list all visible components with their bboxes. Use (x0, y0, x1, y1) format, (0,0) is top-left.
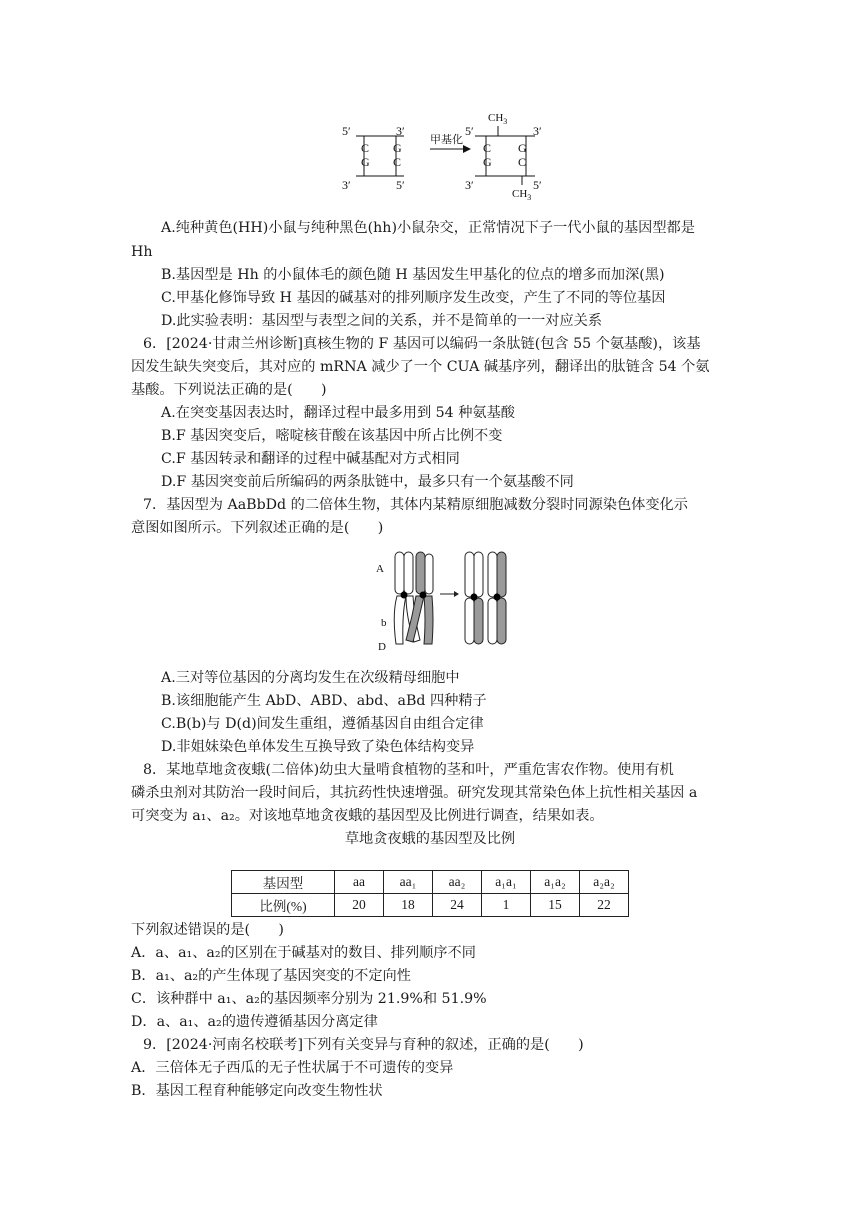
methyl-subscript: 3 (527, 193, 532, 201)
label-3prime: 3′ (396, 124, 405, 138)
arrow-label: 甲基化 (430, 134, 463, 146)
q8-ask: 下列叙述错误的是( ) (131, 922, 284, 938)
q8-option-c: C．该种群中 a₁、a₂的基因频率分别为 21.9%和 51.9% (131, 991, 487, 1007)
svg-text:CH3 (488, 112, 507, 126)
q8-option-b: B．a₁、a₂的产生体现了基因突变的不定向性 (131, 968, 411, 984)
q6-stem: 因发生缺失突变后，其对应的 mRNA 减少了一个 CUA 碱基序列，翻译出的肽链含 54 个氨 (131, 359, 710, 375)
base-g: G (483, 155, 492, 169)
gene-label-b: b (381, 617, 387, 629)
table-header-ratio: 比例(%) (232, 894, 335, 917)
q9-option-b: B．基因工程育种能够定向改变生物性状 (131, 1083, 383, 1099)
q6-option-c: C.F 基因转录和翻译的过程中碱基配对方式相同 (161, 451, 460, 467)
base-c: C (393, 155, 402, 169)
label-5prime: 5′ (396, 178, 405, 192)
q8-stem: 可突变为 a₁、a₂。对该地草地贪夜蛾的基因型及比例进行调查，结果如表。 (131, 808, 604, 824)
base-g: G (361, 155, 370, 169)
label-3prime: 3′ (533, 124, 542, 138)
q5-option-d: D.此实验表明：基因型与表型之间的关系，并不是简单的一一对应关系 (161, 313, 603, 329)
genotype-table (231, 870, 629, 917)
table-cell: a₁a₁ (482, 871, 531, 894)
table-cell: 22 (580, 894, 629, 917)
label-3prime: 3′ (465, 178, 474, 192)
q8-option-a: A．a、a₁、a₂的区别在于碱基对的数目、排列顺序不同 (131, 945, 476, 961)
q6-stem: 6．[2024·甘肃兰州诊断]真核生物的 F 基因可以编码一条肽链(包含 55 个氨基酸)，该基 (143, 336, 701, 352)
label-3prime: 3′ (342, 178, 351, 192)
table-cell: a₁a₂ (531, 871, 580, 894)
base-g: G (518, 141, 527, 155)
chromosome-crossover-diagram (372, 544, 522, 656)
methyl-group: CH (488, 112, 504, 124)
table-header-genotype: 基因型 (232, 871, 335, 894)
table-row (232, 871, 629, 894)
table-cell: a₂a₂ (580, 871, 629, 894)
table-cell: 1 (482, 894, 531, 917)
table-cell: 20 (335, 894, 384, 917)
methylation-diagram (336, 105, 566, 201)
label-5prime: 5′ (465, 124, 474, 138)
table-cell: aa (335, 871, 384, 894)
gene-label-a: A (376, 563, 384, 575)
svg-text:CH3 (512, 188, 531, 201)
table-title: 草地贪夜蛾的基因型及比例 (344, 831, 516, 847)
base-c: C (518, 155, 527, 169)
table-cell: aa₂ (433, 871, 482, 894)
label-5prime: 5′ (533, 178, 542, 192)
q7-stem: 意图如图所示。下列叙述正确的是( ) (131, 520, 384, 536)
q5-option-b: B.基因型是 Hh 的小鼠体毛的颜色随 H 基因发生甲基化的位点的增多而加深(黑) (161, 267, 665, 283)
base-g: G (393, 141, 402, 155)
methyl-subscript: 3 (503, 117, 508, 126)
q6-option-a: A.在突变基因表达时，翻译过程中最多用到 54 种氨基酸 (161, 405, 515, 421)
q5-option-c: C.甲基化修饰导致 H 基因的碱基对的排列顺序发生改变，产生了不同的等位基因 (161, 290, 666, 306)
q8-stem: 磷杀虫剂对其防治一段时间后，其抗药性快速增强。研究发现其常染色体上抗性相关基因 a (131, 785, 698, 801)
q7-option-a: A.三对等位基因的分离均发生在次级精母细胞中 (161, 670, 460, 686)
table-row (232, 894, 629, 917)
q7-option-c: C.B(b)与 D(d)间发生重组，遵循基因自由组合定律 (161, 716, 484, 732)
q9-stem: 9．[2024·河南名校联考]下列有关变异与育种的叙述，正确的是( ) (143, 1037, 584, 1053)
q8-stem: 8．某地草地贪夜蛾(二倍体)幼虫大量啃食植物的茎和叶，严重危害农作物。使用有机 (143, 762, 674, 778)
base-c: C (483, 141, 492, 155)
q5-option-a: A.纯种黄色(HH)小鼠与纯种黑色(hh)小鼠杂交，正常情况下子一代小鼠的基因型都是 (161, 220, 695, 236)
methyl-group: CH (512, 188, 528, 200)
q9-option-a: A．三倍体无子西瓜的无子性状属于不可遗传的变异 (131, 1060, 454, 1076)
table-cell: 18 (384, 894, 433, 917)
q6-stem: 基酸。下列说法正确的是( ) (131, 382, 327, 398)
q7-option-d: D.非姐妹染色单体发生互换导致了染色体结构变异 (161, 739, 475, 755)
q7-option-b: B.该细胞能产生 AbD、ABD、abd、aBd 四种精子 (161, 693, 487, 709)
q6-option-b: B.F 基因突变后，嘧啶核苷酸在该基因中所占比例不变 (161, 428, 503, 444)
q5-option-a-cont: Hh (131, 244, 153, 260)
label-5prime: 5′ (342, 124, 351, 138)
q7-stem: 7．基因型为 AaBbDd 的二倍体生物，其体内某精原细胞减数分裂时同源染色体变化示 (143, 497, 688, 513)
q6-option-d: D.F 基因突变前后所编码的两条肽链中，最多只有一个氨基酸不同 (161, 474, 574, 490)
q8-option-d: D．a、a₁、a₂的遗传遵循基因分离定律 (131, 1014, 378, 1030)
table-cell: 24 (433, 894, 482, 917)
gene-label-d: D (378, 641, 386, 653)
table-cell: aa₁ (384, 871, 433, 894)
base-c: C (361, 141, 370, 155)
table-cell: 15 (531, 894, 580, 917)
